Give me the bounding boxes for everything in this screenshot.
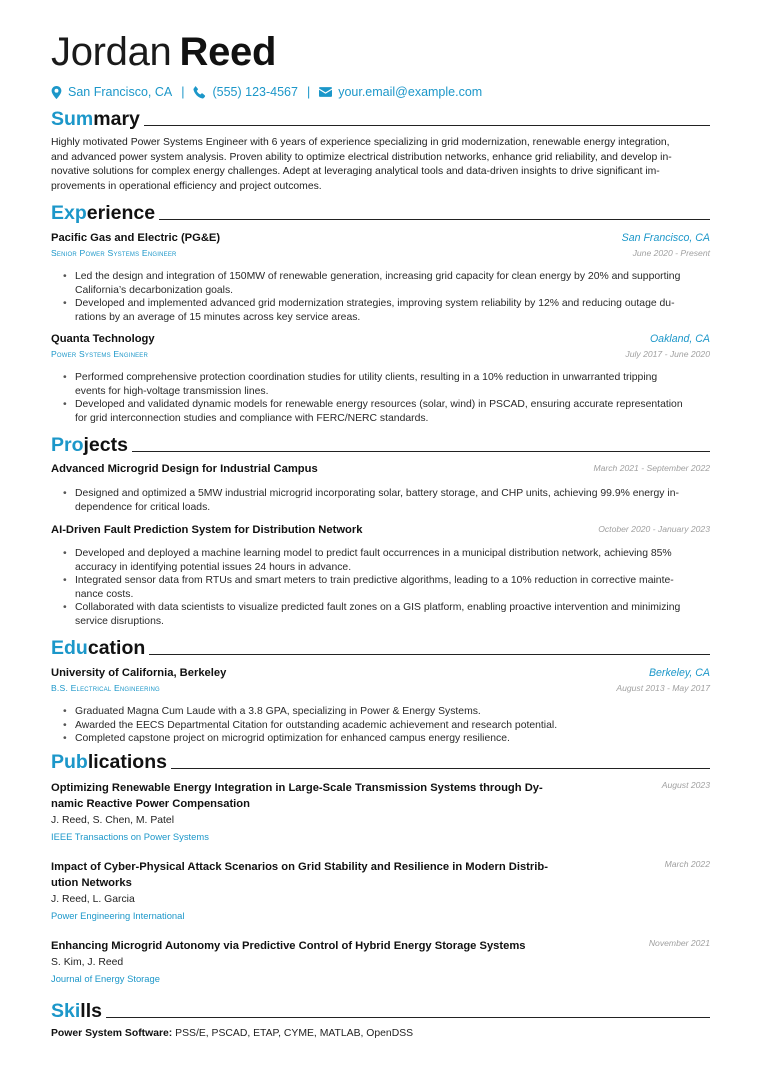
publication-entry: [51, 859, 710, 924]
publication-title-line: Enhancing Microgrid Autonomy via Predictive Control of Hybrid Energy Storage Systems: [51, 940, 526, 952]
bullet-item: [61, 732, 711, 746]
section-title-education: [51, 636, 710, 660]
section-title-summary: [51, 107, 710, 131]
publication-date: March 2022: [664, 859, 710, 869]
section-title-publications: [51, 750, 710, 774]
bullet-line: Performed comprehensive protection coordination studies for utility clients, resulting in a 10% reduction in unwarranted tripping: [75, 372, 658, 383]
section-rule: [106, 1017, 710, 1018]
location-text: San Francisco, CA: [68, 85, 173, 99]
bullet-item: [61, 719, 711, 733]
section-title-rest: lications: [87, 751, 167, 773]
school-location: Berkeley, CA: [648, 667, 710, 679]
job-dates: July 2017 - June 2020: [625, 349, 710, 359]
bullet-line: rations by an average of 15 minutes across key service areas.: [75, 311, 361, 323]
job-title: Power Systems Engineer: [51, 349, 149, 359]
section-title-projects: [51, 433, 710, 457]
publication-date: August 2023: [661, 780, 710, 790]
bullet-item: [61, 601, 711, 628]
summary-text: [51, 136, 710, 194]
bullet-line: for grid interconnection studies and compliance with FERC/NERC standards.: [75, 412, 429, 424]
bullet-line: Developed and validated dynamic models for renewable energy resources (solar, wind) in PSCAD, ensuring accurate representation: [75, 399, 683, 410]
publication-authors: J. Reed, L. Garcia: [51, 894, 135, 905]
bullet-line: Awarded the EECS Departmental Citation for outstanding academic achievement and research potential.: [75, 719, 558, 731]
publication-authors: J. Reed, S. Chen, M. Patel: [51, 815, 175, 826]
bullet-item: [61, 487, 711, 514]
degree: B.S. Electrical Engineering: [51, 683, 160, 693]
publication-title-line: Impact of Cyber-Physical Attack Scenarios on Grid Stability and Resilience in Modern Distrib-: [51, 861, 548, 873]
project-dates: October 2020 - January 2023: [598, 524, 710, 534]
section-rule: [159, 219, 710, 220]
education-dates: August 2013 - May 2017: [616, 683, 710, 693]
bullet-line: Graduated Magna Cum Laude with a 3.8 GPA, specializing in Power & Energy Systems.: [75, 706, 481, 717]
section-rule: [171, 768, 710, 769]
bullet-line: Collaborated with data scientists to visualize predicted fault zones on a GIS platform, enabling proactive intervention and minimizing: [75, 602, 681, 613]
bullet-line: Integrated sensor data from RTUs and smart meters to train predictive algorithms, leading to a 10% reduction in corrective mainte-: [75, 575, 674, 586]
section-title-rest: jects: [83, 434, 128, 456]
section-title-accent: Pro: [51, 434, 84, 456]
section-title-accent: Ski: [51, 1000, 81, 1022]
section-title-skills: [51, 999, 710, 1023]
phone-link[interactable]: (555) 123-4567: [212, 85, 298, 99]
publication-title: [51, 859, 571, 891]
bullet-line: Completed capstone project on microgrid optimization for enhanced campus energy resilience.: [75, 733, 510, 744]
bullet-line: Designed and optimized a 5MW industrial microgrid incorporating solar, battery storage, and CHP units, achieving 99.9% energy in-: [75, 488, 679, 499]
separator: |: [306, 85, 311, 99]
candidate-name: [51, 28, 276, 76]
publication-title-line: Optimizing Renewable Energy Integration in Large-Scale Transmission Systems through Dy-: [51, 782, 543, 794]
school-name: University of California, Berkeley: [51, 667, 227, 679]
job-dates: June 2020 - Present: [632, 248, 710, 258]
bullet-line: Led the design and integration of 150MW of renewable generation, increasing grid capacity for clean energy by 20% and supporting: [75, 271, 681, 282]
bullet-item: [61, 398, 711, 425]
publication-venue[interactable]: Power Engineering International: [51, 910, 185, 921]
phone-icon: [193, 86, 206, 99]
envelope-icon: [319, 87, 332, 97]
bullet-item: [61, 371, 711, 398]
section-title-rest: erience: [86, 202, 156, 224]
section-rule: [132, 451, 710, 452]
project-dates: March 2021 - September 2022: [593, 463, 710, 473]
section-title-rest: lls: [80, 1000, 102, 1022]
section-title-accent: Edu: [51, 637, 88, 659]
experience-bullets: [61, 270, 711, 324]
publication-entry: [51, 780, 710, 845]
publication-entry: [51, 938, 710, 987]
job-location: Oakland, CA: [649, 333, 710, 345]
section-title-rest: cation: [87, 637, 146, 659]
publication-date: November 2021: [648, 938, 710, 948]
publication-title-line: namic Reactive Power Compensation: [51, 798, 250, 810]
section-title-experience: [51, 201, 710, 225]
summary-line: Highly motivated Power Systems Engineer with 6 years of experience specializing in grid modernization, renewable energy integration,: [51, 137, 670, 148]
publication-title: [51, 938, 651, 954]
job-title: Senior Power Systems Engineer: [51, 248, 177, 258]
bullet-line: events for high-voltage transmission lines.: [75, 385, 269, 397]
project-bullets: [61, 487, 711, 514]
summary-line: provements in operational efficiency and project outcomes.: [51, 180, 322, 192]
project-bullets: [61, 547, 711, 628]
bullet-line: Developed and deployed a machine learning model to predict fault occurrences in a municipal distribution network, achieving 85%: [75, 548, 672, 559]
last-name: Reed: [179, 30, 277, 74]
experience-bullets: [61, 371, 711, 425]
section-rule: [144, 125, 710, 126]
first-name: Jordan: [51, 30, 172, 74]
email-link[interactable]: your.email@example.com: [338, 85, 483, 99]
summary-line: and advanced power system analysis. Proven ability to optimize electrical distribution networks, enhance grid reliability, and develop in-: [51, 151, 672, 163]
project-title: Advanced Microgrid Design for Industrial Campus: [51, 463, 318, 475]
company-name: Quanta Technology: [51, 333, 155, 345]
bullet-line: service disruptions.: [75, 615, 164, 627]
bullet-item: [61, 705, 711, 719]
bullet-item: [61, 270, 711, 297]
publication-title: [51, 780, 571, 812]
section-title-accent: Exp: [51, 202, 87, 224]
contact-line: [51, 85, 482, 99]
bullet-line: California’s decarbonization goals.: [75, 284, 234, 296]
section-title-rest: mary: [93, 108, 140, 130]
separator: |: [181, 85, 185, 99]
bullet-item: [61, 547, 711, 574]
skills-label: Power System Software:: [51, 1028, 173, 1039]
skills-line: [51, 1028, 413, 1039]
skills-value: PSS/E, PSCAD, ETAP, CYME, MATLAB, OpenDSS: [175, 1028, 414, 1039]
bullet-line: accuracy in identifying potential issues 24 hours in advance.: [75, 561, 352, 573]
publication-title-line: ution Networks: [51, 877, 132, 889]
section-title-accent: Sum: [51, 108, 94, 130]
job-location: San Francisco, CA: [621, 232, 710, 244]
bullet-item: [61, 297, 711, 324]
section-title-accent: Pub: [51, 751, 88, 773]
bullet-line: dependence for critical loads.: [75, 501, 211, 513]
map-pin-icon: [51, 86, 62, 99]
publication-venue[interactable]: IEEE Transactions on Power Systems: [51, 831, 209, 842]
bullet-item: [61, 574, 711, 601]
publication-authors: S. Kim, J. Reed: [51, 957, 124, 968]
education-bullets: [61, 705, 711, 746]
section-rule: [149, 654, 710, 655]
bullet-line: nance costs.: [75, 588, 134, 600]
project-title: AI-Driven Fault Prediction System for Distribution Network: [51, 524, 363, 536]
company-name: Pacific Gas and Electric (PG&E): [51, 232, 221, 244]
summary-line: novative solutions for complex energy challenges. Adept at leveraging analytical tools and data-driven insights to drive significant im-: [51, 166, 660, 177]
bullet-line: Developed and implemented advanced grid modernization strategies, improving system reliability by 12% and reducing outage du-: [75, 298, 675, 309]
publication-venue[interactable]: Journal of Energy Storage: [51, 973, 160, 984]
